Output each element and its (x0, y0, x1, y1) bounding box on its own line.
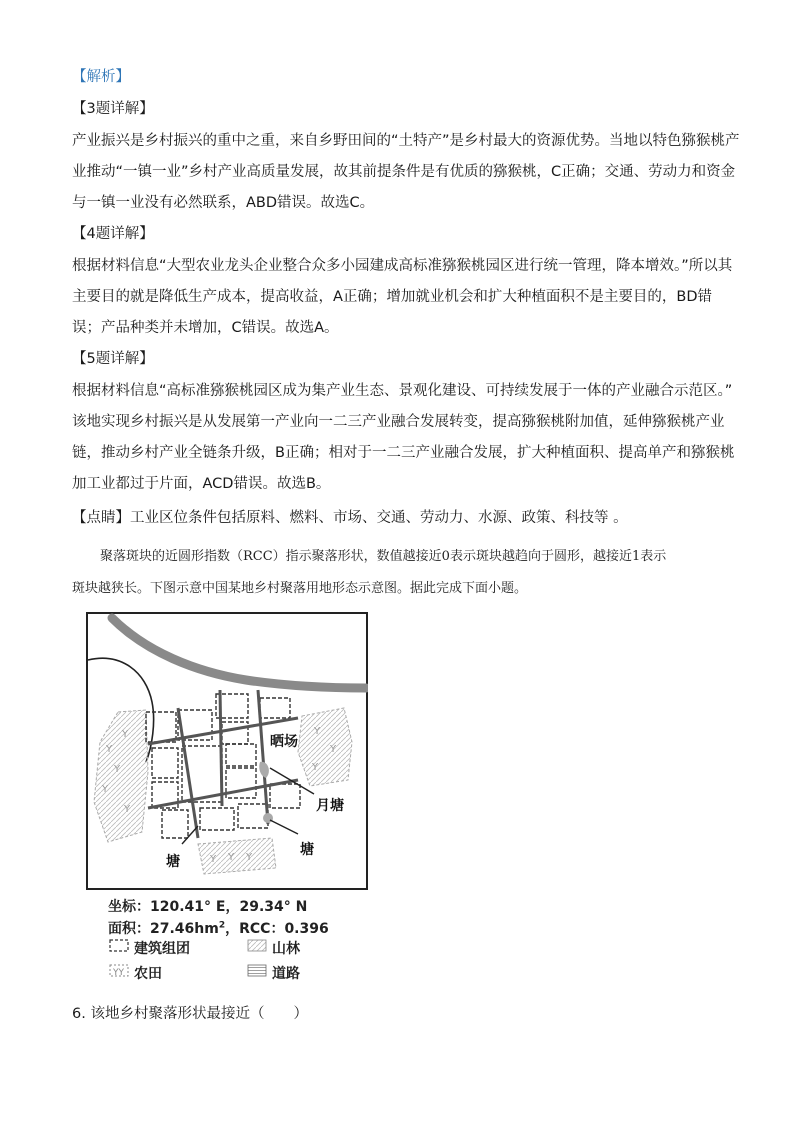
legend-forest-symbol (248, 940, 266, 951)
intro-line-1: 聚落斑块的近圆形指数（RCC）指示聚落形状，数值越接近0表示斑块越趋向于圆形，越接近1表示 (100, 549, 667, 564)
svg-text:Y: Y (228, 852, 235, 863)
svg-text:Y: Y (330, 744, 337, 755)
farmland-bottom (198, 838, 276, 874)
intro-paragraph (72, 541, 722, 605)
legend-building-label: 建筑组团 (134, 941, 190, 957)
svg-text:Y: Y (246, 852, 253, 863)
svg-text:Y: Y (102, 784, 109, 795)
settlement-map-figure (86, 612, 368, 982)
legend-road-symbol (248, 965, 266, 976)
label-shaichang: 晒场 (270, 734, 298, 750)
svg-text:Y: Y (106, 744, 113, 755)
legend-farmland-glyph: YY (113, 968, 124, 978)
key-point (72, 508, 628, 528)
area-superscript: 2 (218, 920, 226, 931)
q3-line-1: 产业振兴是乡村振兴的重中之重，来自乡野田间的“土特产”是乡村最大的资源优势。当地以特色猕猴桃产 (72, 133, 740, 149)
label-tang-right: 塘 (300, 842, 314, 858)
q5-line-2: 该地实现乡村振兴是从发展第一产业向一二三产业融合发展转变，提高猕猴桃附加值，延伸猕猴桃产业 (72, 414, 725, 430)
legend-farmland-label: 农田 (134, 966, 162, 982)
q5-line-1: 根据材料信息“高标准猕猴桃园区成为集产业生态、景观化建设、可持续发展于一体的产业融合示范区。” (72, 383, 733, 399)
q4-line-3: 误；产品种类并未增加，C错误。故选A。 (72, 320, 339, 336)
q3-line-3: 与一镇一业没有必然联系，ABD错误。故选C。 (72, 195, 375, 211)
map-coordinates: 坐标：120.41° E，29.34° N (108, 899, 308, 915)
svg-text:Y: Y (210, 854, 217, 865)
area-prefix: 面积：27.46hm (108, 921, 219, 937)
legend-forest-label: 山林 (272, 941, 300, 957)
legend-road-label: 道路 (272, 966, 300, 982)
legend-building-symbol (110, 940, 128, 951)
svg-text:Y: Y (312, 762, 319, 773)
q3-header: 【3题详解】 (72, 101, 154, 117)
q4-line-2: 主要目的就是降低生产成本，提高收益，A正确；增加就业机会和扩大种植面积不是主要目的，BD错 (72, 289, 713, 305)
analysis-header: 【解析】 (72, 69, 130, 85)
map-area-rcc (108, 918, 329, 938)
question-6: 6. 该地乡村聚落形状最接近（ ） (72, 1006, 308, 1022)
svg-text:Y: Y (314, 726, 321, 737)
svg-text:Y: Y (114, 764, 121, 775)
farmland-right (298, 708, 352, 786)
q5-header: 【5题详解】 (72, 351, 154, 367)
q4-line-1: 根据材料信息“大型农业龙头企业整合众多小园建成高标准猕猴桃园区进行统一管理，降本增效。”所以其 (72, 258, 733, 274)
q5-line-4: 加工业都过于片面，ACD错误。故选B。 (72, 476, 331, 492)
q5-line-3: 链，推动乡村产业全链条升级，B正确；相对于一二三产业融合发展，扩大种植面积、提高单产和猕猴桃 (72, 445, 735, 461)
intro-line-2: 斑块越狭长。下图示意中国某地乡村聚落用地形态示意图。据此完成下面小题。 (72, 581, 528, 596)
key-point-label: 【点睛】 (72, 510, 130, 526)
area-suffix: ，RCC：0.396 (225, 921, 329, 937)
svg-text:Y: Y (124, 804, 131, 815)
svg-text:Y: Y (122, 729, 129, 740)
label-yuetang: 月塘 (316, 798, 344, 814)
q3-line-2: 业推动“一镇一业”乡村产业高质量发展，故其前提条件是有优质的猕猴桃，C正确；交通、劳动力和资金 (72, 164, 736, 180)
label-tang-left: 塘 (166, 854, 180, 870)
q4-header: 【4题详解】 (72, 226, 154, 242)
key-point-text: 工业区位条件包括原料、燃料、市场、交通、劳动力、水源、政策、科技等 。 (130, 510, 628, 526)
